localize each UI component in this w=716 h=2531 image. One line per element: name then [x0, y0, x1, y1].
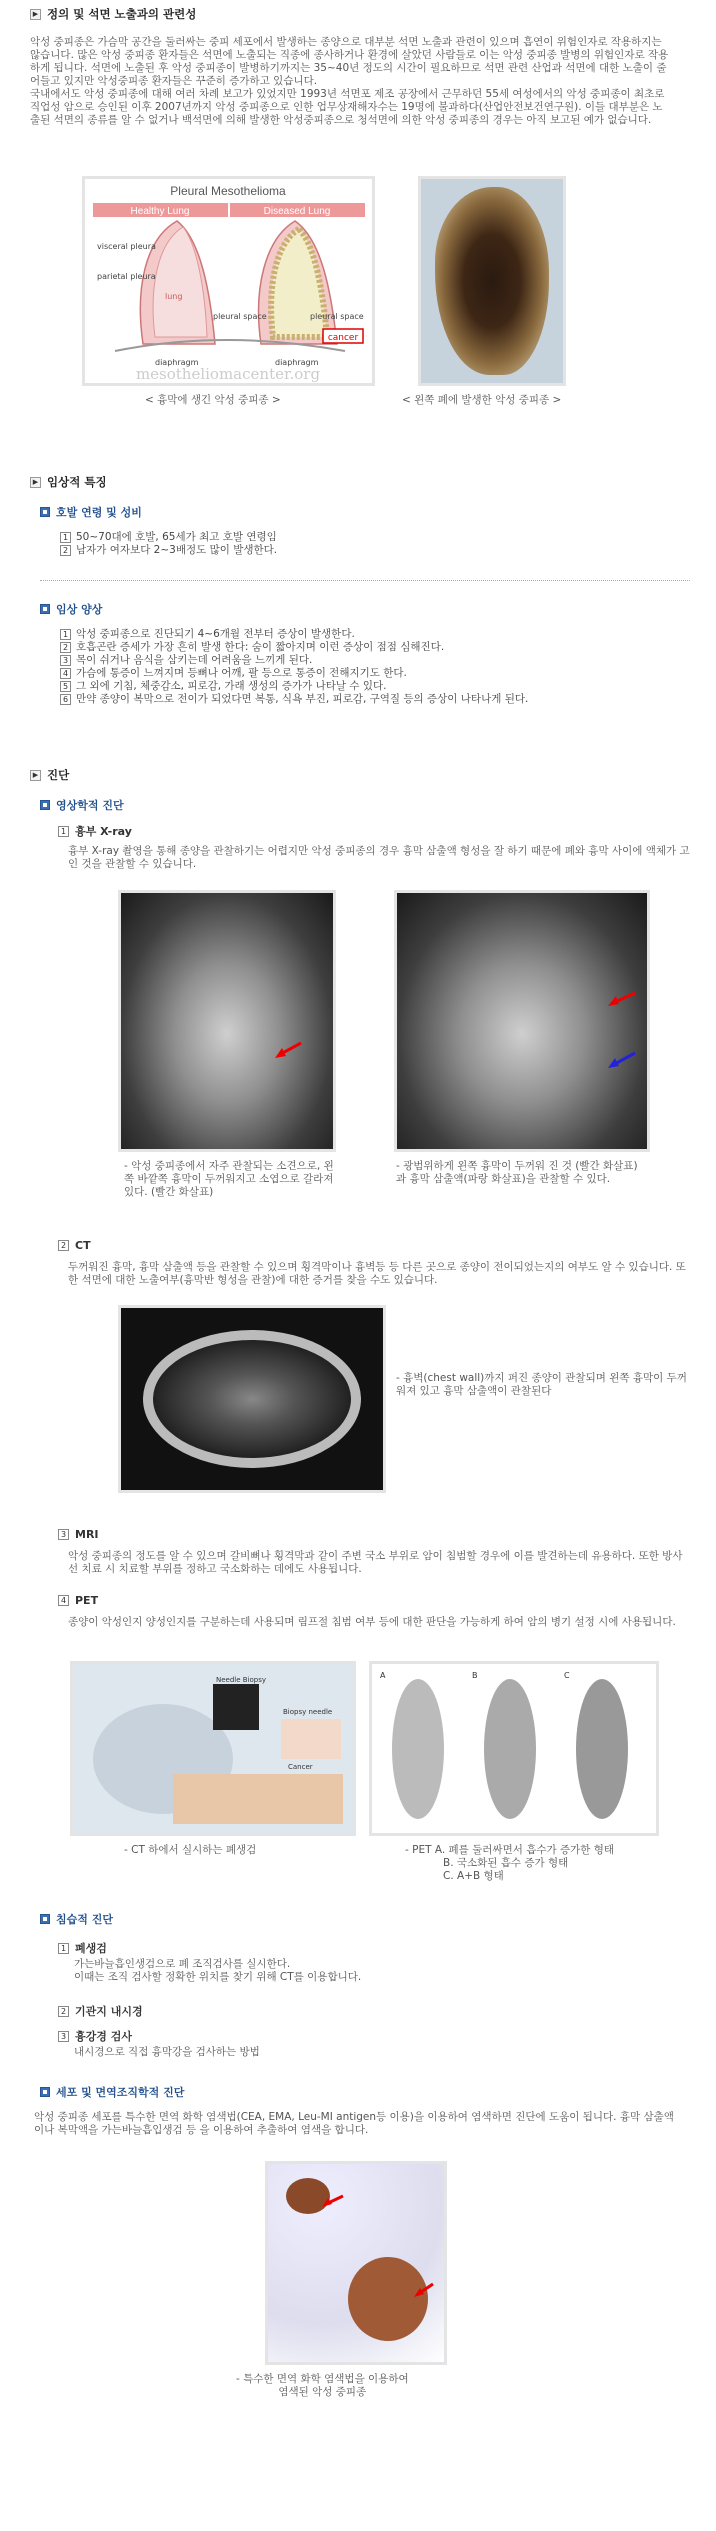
subsection-age-sex: 호발 연령 및 성비	[40, 504, 142, 520]
list-item: 5 그 외에 기침, 체중감소, 피로감, 가래 생성의 증가가 나타날 수 있다.	[60, 680, 528, 693]
watermark-text: mesotheliomacenter.org	[135, 365, 321, 383]
biopsy-needle-label: Biopsy needle	[283, 1708, 333, 1716]
cancer-label: cancer	[327, 333, 359, 343]
list-item: 2 남자가 여자보다 2~3배정도 많이 발생한다.	[60, 544, 277, 557]
xray-caption-2: - 광범위하게 왼쪽 흉막이 두꺼워 진 것 (빨간 화살표)과 흉막 삼출액(파랑 화살표)을 관찰할 수 있다.	[396, 1160, 638, 1185]
pet-caption: - PET A. 폐를 둘러싸면서 흡수가 증가한 형태 B. 국소화된 흡수 증가 형태 C. A+B 형태	[405, 1844, 615, 1882]
blue-bullet-icon	[40, 507, 50, 517]
cytology-description: 악성 중피종 세포를 특수한 면역 화학 염색법(CEA, EMA, Leu-MI antigen등 이용)을 이용하여 염색하면 진단에 도움이 됩니다. 흉막 삼출액이나 복막액을 가는바늘흡입생검 등 을 이용하여 추출하여 염색을 합니다.	[34, 2111, 674, 2136]
mri-heading: 3 MRI	[58, 1528, 99, 1541]
blue-bullet-icon	[40, 800, 50, 810]
lung-biopsy-description: 가는바늘흡인생검으로 폐 조직검사를 실시한다. 이때는 조직 검사할 정확한 위치를 찾기 위해 CT를 이용합니다.	[74, 1958, 362, 1983]
ct-description: 두꺼워진 흉막, 흉막 삼출액 등을 관찰할 수 있으며 횡격막이나 흉벽등 등 다른 곳으로 종양이 전이되었는지의 여부도 알 수 있습니다. 또한 석면에 대한 노출여부(흉막반 형성을 관찰)에 대한 증거를 찾을 수도 있습니다.	[68, 1261, 686, 1286]
xray-heading: 1 흉부 X-ray	[58, 823, 132, 839]
subsection-imaging: 영상학적 진단	[40, 797, 124, 813]
visceral-pleura-label: visceral pleura	[97, 242, 156, 251]
stained-cell-image	[265, 2161, 447, 2365]
panel-c-label: C	[564, 1671, 570, 1680]
list-item: 2 호흡곤란 증세가 가장 흔히 발생 한다: 숨이 짧아지며 이런 증상이 점점 심해진다.	[60, 641, 528, 654]
blue-bullet-icon	[40, 2087, 50, 2097]
clinical-features-list	[60, 628, 528, 706]
xray-caption-1: - 악성 중피종에서 자주 관찰되는 소견으로, 왼쪽 바깥쪽 흉막이 두꺼워지고 소엽으로 갈라져 있다. (빨간 화살표)	[124, 1160, 334, 1198]
needle-biopsy-label: Needle Biopsy	[216, 1676, 267, 1684]
pleural-space-label: pleural space	[213, 312, 267, 321]
list-item: 6 만약 종양이 복막으로 전이가 되었다면 복통, 식욕 부진, 피로감, 구역질 등의 증상이 나타나게 된다.	[60, 693, 528, 706]
age-sex-list	[60, 531, 277, 557]
panel-a-label: A	[380, 1671, 386, 1680]
cancer-label-2: Cancer	[288, 1763, 313, 1771]
bronchoscopy-heading: 2 기관지 내시경	[58, 2003, 143, 2019]
arrow-bullet-icon: ▶	[30, 9, 41, 20]
lung-biopsy-heading: 1 폐생검	[58, 1940, 107, 1956]
mri-description: 악성 중피종의 정도를 알 수 있으며 갈비뼈나 횡격막과 같이 주변 국소 부위로 암이 침범할 경우에 이를 발견하는데 유용하다. 또한 방사선 치료 시 치료할 부위를 정하고 국소화하는 데에도 사용됩니다.	[68, 1550, 683, 1575]
ct-caption: - 흉벽(chest wall)까지 퍼진 종양이 관찰되며 왼쪽 흉막이 두꺼워져 있고 흉막 삼출액이 관찰된다	[396, 1372, 687, 1397]
ct-scan-image	[118, 1305, 386, 1493]
definition-paragraph: 악성 중피종은 가슴막 공간을 둘러싸는 중피 세포에서 발생하는 종양으로 대부분 석면 노출과 관련이 있으며 흡연이 위험인자로 작용하지는 않습니다. 많은 악성 중피종 환자들은 석면에 노출되는 직종에 종사하거나 환경에 살았던 사람들로 이는 악성 중피종 발병의 위험인자로 작용하게 됩니다. 석면에 노출된 후 악성 중피종이 발병하기까지는 35~40년 정도의 시간이 필요하므로 석면 관련 산업과 석면에 대한 노출이 줄어들고 있지만 악성중피종 환자들은 꾸준히 증가하고 있습니다. 국내에서도 악성 중피종에 대해 여러 차례 보고가 있었지만 1993년 석면포 제조 공장에서 근무하던 55세 여성에서의 악성 중피종이 최초로 직업성 암으로 승인된 이후 2007년까지 악성 중피종으로 인한 업무상재해자수는 19명에 불과하다(산업안전보건연구원). 이들 대부분은 노출된 석면의 종류를 알 수 없거나 백석면에 의해 발생한 악성중피종으로 청석면에 의한 악성 중피종의 경우는 아직 보고된 예가 없습니다.	[30, 36, 669, 126]
blue-bullet-icon	[40, 604, 50, 614]
list-item: 1 악성 중피종으로 진단되기 4~6개월 전부터 증상이 발생한다.	[60, 628, 528, 641]
list-item: 1 50~70대에 호발, 65세가 최고 호발 연령임	[60, 531, 277, 544]
pleural-mesothelioma-diagram	[82, 176, 375, 386]
pet-scan-panels	[369, 1661, 659, 1836]
divider	[40, 580, 690, 581]
chest-xray-image-2	[394, 890, 650, 1152]
diaphragm-label-2: diaphragm	[275, 358, 319, 367]
lung-specimen-photo	[418, 176, 566, 386]
caption-left-lung-mesothelioma: < 왼쪽 폐에 발생한 악성 중피종 >	[402, 394, 562, 406]
ct-heading: 2 CT	[58, 1239, 91, 1252]
diseased-lung-label: Diseased Lung	[263, 206, 331, 217]
ct-guided-biopsy-illustration	[70, 1661, 356, 1836]
pleural-space-label-2: pleural space	[310, 312, 364, 321]
subsection-cytology: 세포 및 면역조직학적 진단	[40, 2084, 184, 2100]
arrow-bullet-icon: ▶	[30, 477, 41, 488]
caption-pleura-mesothelioma: < 흉막에 생긴 악성 중피종 >	[145, 394, 281, 406]
pet-description: 종양이 악성인지 양성인지를 구분하는데 사용되며 림프절 침범 여부 등에 대한 판단을 가능하게 하여 암의 병기 설정 시에 사용됩니다.	[68, 1616, 676, 1628]
diaphragm-label: diaphragm	[155, 358, 199, 367]
arrow-bullet-icon: ▶	[30, 770, 41, 781]
subsection-invasive: 침습적 진단	[40, 1911, 113, 1927]
subsection-clinical-features: 임상 양상	[40, 601, 102, 617]
section-diagnosis-title: ▶ 진단	[30, 767, 69, 783]
biopsy-caption: - CT 하에서 실시하는 폐생검	[124, 1844, 257, 1856]
xray-description: 흉부 X-ray 촬영을 통해 종양을 관찰하기는 어렵지만 악성 중피종의 경우 흉막 삼출액 형성을 잘 하기 때문에 폐와 흉막 사이에 액체가 고인 것을 관찰할 수 있습니다.	[68, 845, 690, 870]
section-clinical-title: ▶ 임상적 특징	[30, 474, 107, 490]
thoracoscopy-description: 내시경으로 직접 흉막강을 검사하는 방법	[74, 2046, 260, 2058]
list-item: 3 목이 쉬거나 음식을 삼키는데 어려움을 느끼게 된다.	[60, 654, 528, 667]
lung-label: lung	[165, 292, 183, 301]
pet-heading: 4 PET	[58, 1594, 98, 1607]
list-item: 4 가슴에 통증이 느껴지며 등뼈나 어깨, 팔 등으로 통증이 전해지기도 한다.	[60, 667, 528, 680]
panel-b-label: B	[472, 1671, 478, 1680]
healthy-lung-label: Healthy Lung	[130, 206, 190, 217]
chest-xray-image-1	[118, 890, 336, 1152]
parietal-pleura-label: parietal pleura	[97, 272, 156, 281]
cytology-caption: - 특수한 면역 화학 염색법을 이용하여 염색된 악성 중피종	[236, 2373, 409, 2398]
diagram-title: Pleural Mesothelioma	[170, 184, 286, 198]
thoracoscopy-heading: 3 흉강경 검사	[58, 2028, 132, 2044]
blue-bullet-icon	[40, 1914, 50, 1924]
section-definition-title: ▶ 정의 및 석면 노출과의 관련성	[30, 6, 196, 22]
